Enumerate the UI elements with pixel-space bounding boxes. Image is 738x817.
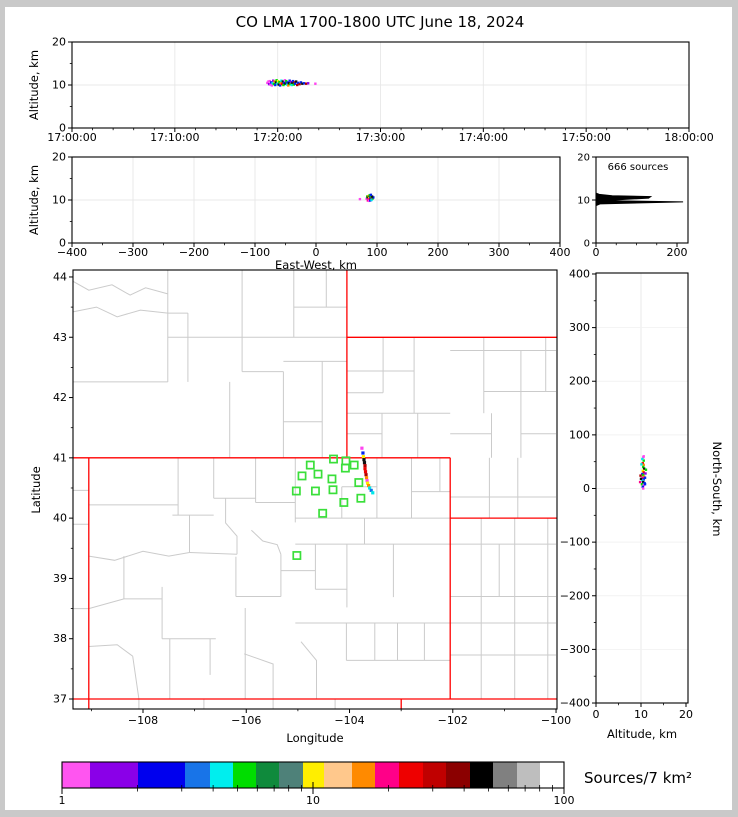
data-point: [639, 474, 641, 476]
x-tick-label: −106: [231, 714, 262, 727]
x-tick-label: 0: [592, 246, 600, 259]
y-tick-label: 10: [577, 195, 590, 207]
data-point: [644, 477, 646, 479]
y-tick-label: 0: [583, 482, 590, 495]
data-point: [296, 84, 298, 86]
data-point: [640, 478, 642, 480]
y-tick-label: 20: [577, 152, 590, 164]
x-tick-label: 17:30:00: [355, 131, 406, 144]
y-tick-label: 100: [569, 428, 590, 442]
map-background: [73, 270, 557, 709]
x-tick-label: −108: [127, 714, 159, 727]
ns-panel-xlabel: Altitude, km: [606, 727, 678, 741]
x-tick-label: 200: [427, 246, 449, 259]
data-point: [305, 83, 307, 85]
x-tick-label: 17:20:00: [252, 131, 303, 144]
colorbar-segment: [210, 762, 233, 788]
colorbar-segment: [493, 762, 517, 788]
colorbar-segment: [324, 762, 352, 788]
x-tick-label: 200: [666, 246, 688, 259]
colorbar-segment: [233, 762, 256, 788]
data-point: [295, 80, 297, 82]
data-point: [641, 458, 643, 460]
y-tick-label: 20: [52, 35, 66, 49]
x-tick-label: 17:50:00: [561, 131, 611, 144]
y-tick-label: 43: [53, 330, 67, 344]
x-tick-label: 18:00:00: [664, 131, 714, 144]
colorbar-segment: [375, 762, 399, 788]
data-point: [291, 84, 293, 86]
data-point: [371, 491, 374, 494]
x-tick-label: 100: [366, 246, 388, 259]
y-tick-label: 37: [53, 692, 67, 706]
x-tick-label: −100: [239, 246, 271, 259]
x-tick-label: 300: [488, 246, 510, 259]
y-tick-label: 42: [53, 391, 67, 405]
ew-panel-ylabel: Altitude, km: [27, 164, 41, 236]
data-point: [370, 194, 372, 196]
y-tick-label: 38: [53, 632, 67, 646]
colorbar-segment: [423, 762, 446, 788]
y-tick-label: 44: [53, 270, 67, 284]
map-ylabel: Latitude: [29, 466, 43, 514]
colorbar-segment: [62, 762, 90, 788]
source-count-annotation: 666 sources: [607, 162, 669, 173]
colorbar-segment: [540, 762, 564, 788]
ew-panel-xlabel: East-West, km: [275, 258, 357, 272]
data-point: [287, 84, 289, 86]
y-tick-label: 300: [569, 321, 590, 335]
y-tick-label: 400: [569, 267, 590, 281]
panel-map: [53, 270, 571, 727]
y-tick-label: 10: [52, 78, 66, 92]
data-point: [362, 458, 365, 461]
y-tick-label: 0: [583, 238, 590, 250]
data-point: [282, 84, 284, 86]
data-point: [363, 461, 366, 464]
x-tick-label: 0: [592, 708, 600, 721]
colorbar-label: Sources/7 km²: [584, 769, 693, 787]
x-tick-label: −400: [56, 246, 88, 259]
data-point: [360, 447, 363, 450]
data-point: [363, 464, 366, 467]
data-point: [640, 463, 642, 465]
y-tick-label: −200: [559, 589, 590, 603]
y-tick-label: −100: [559, 535, 590, 549]
y-tick-label: 40: [53, 511, 67, 525]
x-tick-label: 17:40:00: [458, 131, 509, 144]
x-tick-label: 17:00:00: [47, 131, 97, 144]
x-tick-label: −100: [540, 714, 572, 727]
colorbar-segment: [256, 762, 279, 788]
data-point: [642, 487, 644, 489]
y-tick-label: −300: [559, 642, 590, 656]
data-point: [644, 472, 646, 474]
colorbar-segment: [517, 762, 540, 788]
data-point: [643, 464, 645, 466]
data-point: [364, 470, 367, 473]
data-point: [644, 483, 646, 485]
y-tick-label: 39: [53, 571, 67, 585]
colorbar-segment: [470, 762, 493, 788]
data-point: [294, 83, 296, 85]
y-tick-label: 0: [59, 121, 66, 135]
colorbar-segment: [279, 762, 303, 788]
x-tick-label: 0: [312, 246, 320, 259]
colorbar-tick-label: 1: [58, 794, 66, 807]
colorbar-tick-label: 100: [553, 794, 575, 807]
colorbar-segment: [185, 762, 210, 788]
colorbar-segment: [90, 762, 138, 788]
data-point: [364, 473, 367, 476]
data-point: [359, 198, 361, 200]
colorbar-segment: [138, 762, 185, 788]
x-tick-label: −104: [334, 714, 365, 727]
data-point: [639, 481, 641, 483]
y-tick-label: 10: [52, 193, 66, 207]
x-tick-label: −102: [437, 714, 468, 727]
x-tick-label: −200: [178, 246, 210, 259]
y-tick-label: 0: [59, 236, 66, 250]
data-point: [307, 82, 309, 84]
x-tick-label: 10: [634, 708, 648, 721]
data-point: [279, 84, 281, 86]
x-tick-label: 20: [679, 708, 693, 721]
data-point: [361, 451, 364, 454]
data-point: [365, 476, 368, 479]
colorbar-segment: [399, 762, 423, 788]
y-tick-label: −400: [559, 696, 590, 710]
y-tick-label: 20: [52, 150, 66, 164]
colorbar-tick-label: 10: [306, 794, 320, 807]
x-tick-label: −300: [117, 246, 149, 259]
data-point: [645, 469, 647, 471]
data-point: [271, 84, 273, 86]
colorbar-segment: [446, 762, 470, 788]
data-point: [643, 455, 645, 457]
colorbar-segment: [352, 762, 375, 788]
x-tick-label: 17:10:00: [150, 131, 200, 144]
data-point: [362, 455, 365, 458]
map-xlabel: Longitude: [286, 731, 344, 745]
figure-title: CO LMA 1700-1800 UTC June 18, 2024: [235, 13, 525, 31]
data-point: [303, 82, 305, 84]
ns-panel-ylabel: North-South, km: [710, 441, 724, 537]
time-panel-ylabel: Altitude, km: [27, 49, 41, 121]
x-tick-label: 400: [549, 246, 571, 259]
data-point: [274, 84, 276, 86]
y-tick-label: 41: [53, 451, 67, 465]
data-point: [314, 83, 316, 85]
y-tick-label: 200: [569, 374, 590, 388]
data-point: [363, 467, 366, 470]
